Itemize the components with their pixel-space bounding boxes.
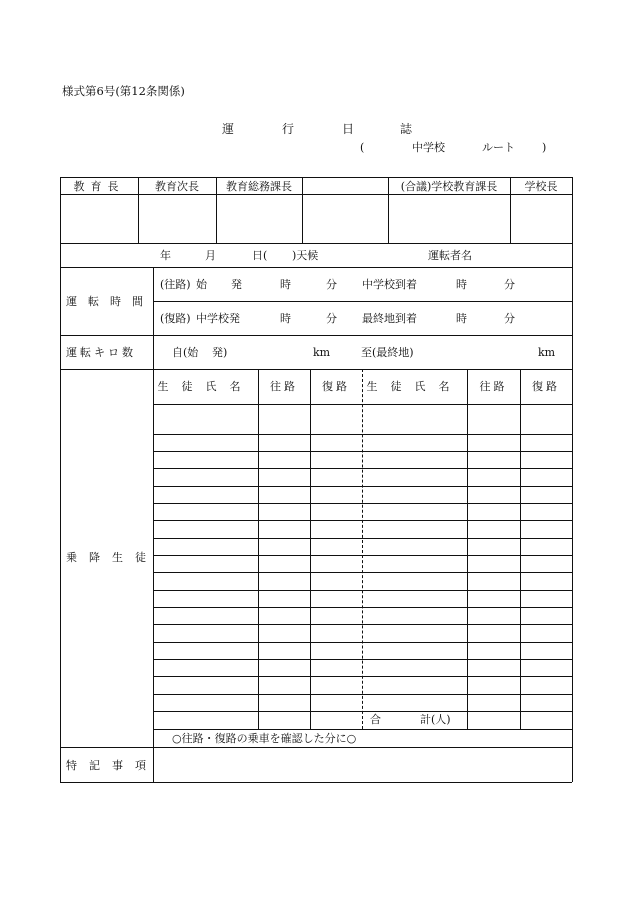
remarks-field[interactable] — [154, 748, 571, 781]
total-label: 合 — [370, 713, 381, 726]
title-char: 日 — [342, 122, 355, 136]
drive-time-label: 運転時間 — [66, 295, 154, 308]
date-month: 月 — [205, 249, 216, 262]
form-number: 様式第6号(第12条関係) — [62, 84, 185, 98]
col-student-name: 生徒氏名 — [157, 380, 254, 393]
return-hour: 時 — [280, 312, 291, 325]
remarks-label: 特記事項 — [66, 759, 158, 772]
weather-label: )天候 — [292, 249, 319, 262]
approval-header-general-affairs: 教育総務課長 — [226, 180, 292, 193]
stamp-box[interactable] — [61, 195, 137, 242]
title-char: 行 — [282, 122, 295, 136]
title-char: 運 — [222, 122, 235, 136]
route-label: ルート — [482, 141, 515, 154]
distance-label: 運転キロ数 — [66, 346, 136, 359]
outbound-hour: 時 — [280, 278, 291, 291]
distance-km2: km — [538, 346, 556, 359]
col-return: 復路 — [322, 380, 350, 393]
stamp-box[interactable] — [217, 195, 301, 242]
route-open-paren: ( — [360, 141, 365, 154]
approval-header-school-education: (合議)学校教育課長 — [400, 180, 498, 193]
return-arrive: 最終地到着 — [362, 312, 417, 325]
col-student-name: 生徒氏名 — [366, 380, 463, 393]
stamp-box[interactable] — [303, 195, 387, 242]
approval-header-principal: 学校長 — [524, 180, 558, 193]
date-day: 日( — [252, 249, 268, 262]
route-close-paren: ) — [542, 141, 547, 154]
return-route: (復路) — [160, 312, 191, 325]
date-year: 年 — [160, 249, 171, 262]
approval-header-superintendent: 教育長 — [73, 180, 125, 193]
distance-from2: 発) — [212, 346, 228, 359]
distance-km1: km — [313, 346, 331, 359]
return-minute2: 分 — [504, 312, 515, 325]
approval-header-deputy: 教育次長 — [155, 180, 199, 193]
return-start: 中学校発 — [196, 312, 240, 325]
outbound-minute: 分 — [326, 278, 337, 291]
driver-name-label: 運転者名 — [428, 249, 472, 262]
distance-from: 自(始 — [172, 346, 199, 359]
stamp-box[interactable] — [389, 195, 509, 242]
boarding-note: ○往路・復路の乗車を確認した分に○ — [172, 732, 357, 745]
route-school: 中学校 — [412, 141, 445, 154]
distance-to: 至(最終地) — [361, 346, 414, 359]
outbound-hour2: 時 — [456, 278, 467, 291]
outbound-minute2: 分 — [504, 278, 515, 291]
outbound-start2: 発 — [231, 278, 242, 291]
col-outbound: 往路 — [270, 380, 298, 393]
stamp-box[interactable] — [511, 195, 571, 242]
return-hour2: 時 — [456, 312, 467, 325]
passengers-label: 乗降生徒 — [66, 551, 158, 564]
total-label-2: 計(人) — [420, 713, 451, 726]
return-minute: 分 — [326, 312, 337, 325]
col-outbound: 往路 — [479, 380, 508, 393]
col-return: 復路 — [532, 380, 560, 393]
title-char: 誌 — [400, 122, 413, 136]
outbound-arrive: 中学校到着 — [362, 278, 417, 291]
outbound-route: (往路) — [160, 278, 191, 291]
outbound-start: 始 — [196, 278, 207, 291]
stamp-box[interactable] — [139, 195, 215, 242]
